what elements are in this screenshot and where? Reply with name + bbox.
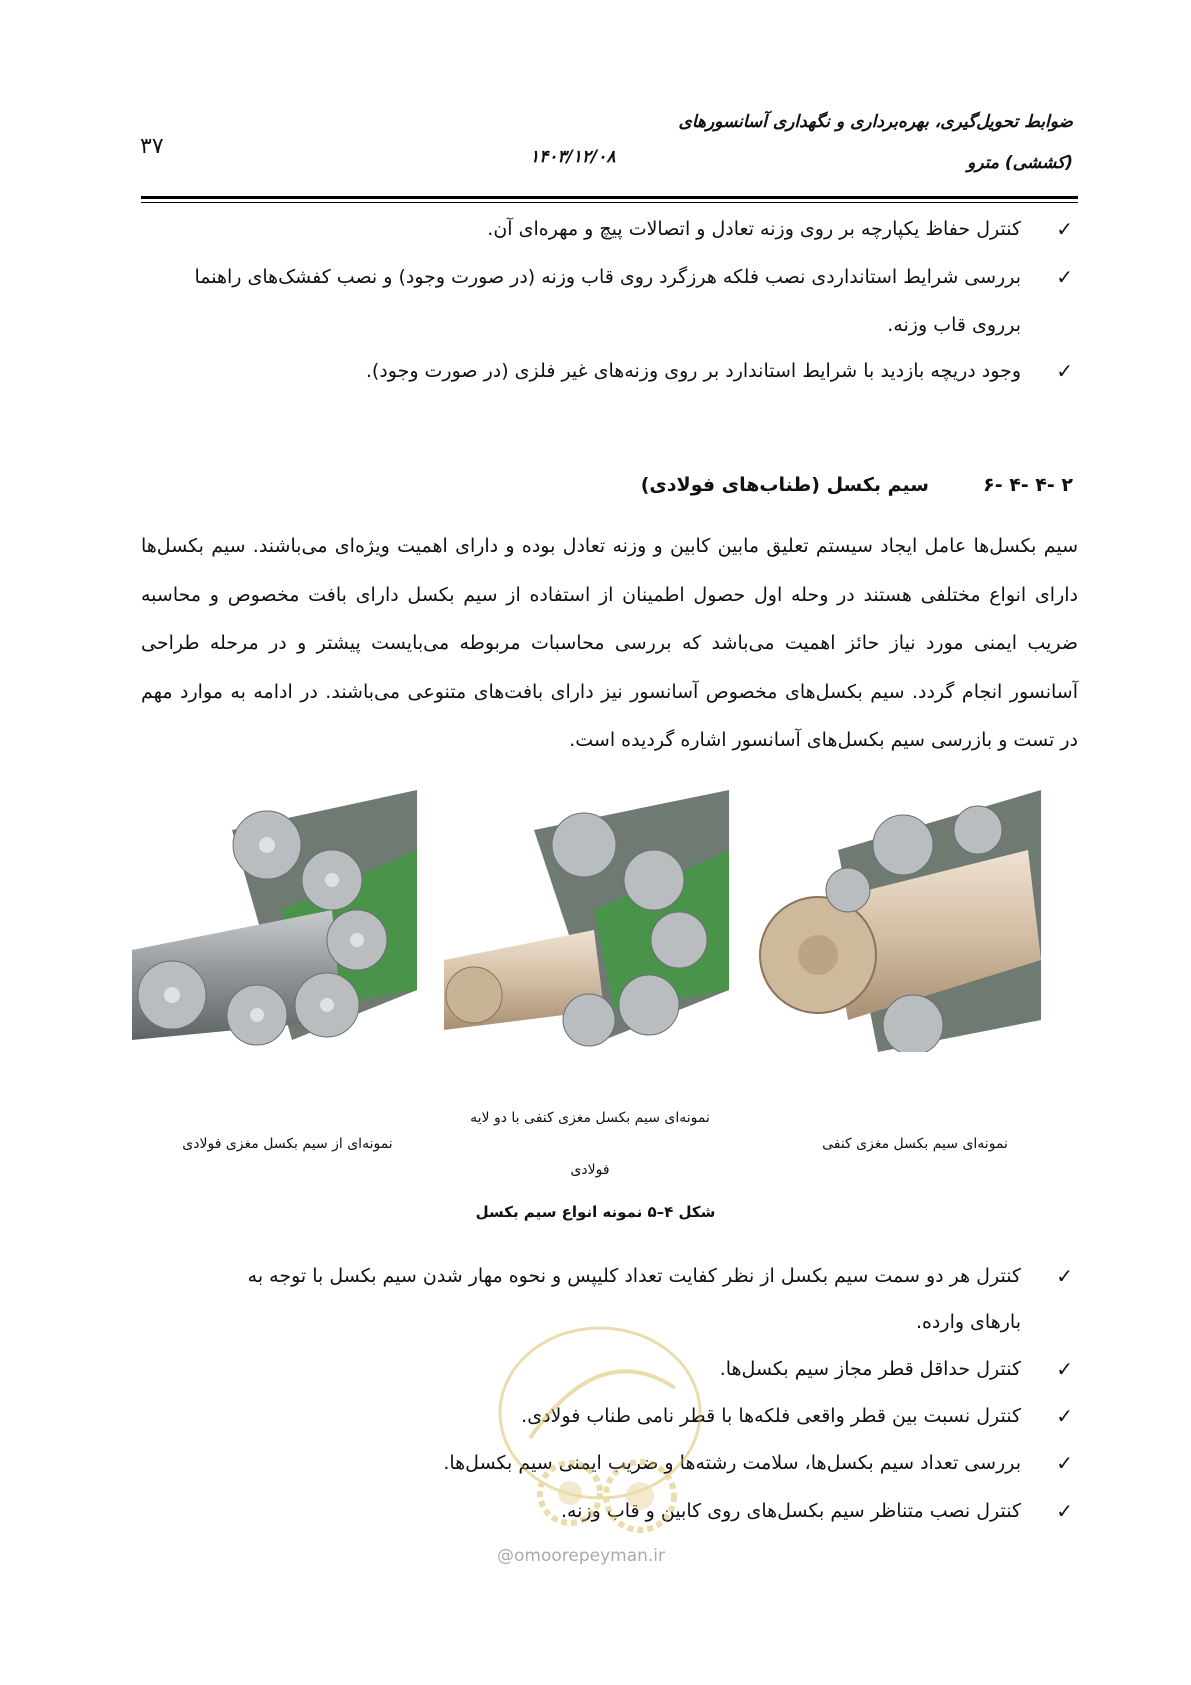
check-icon: ✓ xyxy=(1056,1357,1073,1381)
header-rule xyxy=(141,196,1078,199)
checklist-item: کنترل هر دو سمت سیم بکسل از نظر کفایت تعداد کلیپس و نحوه مهار شدن سیم بکسل با توجه به xyxy=(247,1265,1021,1287)
figure-caption-steel-core: نمونه‌ای از سیم بکسل مغزی فولادی xyxy=(182,1136,393,1152)
figure-hemp-core-two-layer-rope xyxy=(444,790,729,1052)
checklist-item: کنترل حداقل قطر مجاز سیم بکسل‌ها. xyxy=(719,1358,1021,1380)
watermark-text: @omoorepeyman.ir xyxy=(497,1546,666,1566)
caption-line-1: نمونه‌ای سیم بکسل مغزی کنفی با دو لایه xyxy=(470,1110,710,1126)
hemp-core-two-layer-rope-illustration xyxy=(444,790,729,1052)
header-rule-thin xyxy=(141,202,1078,203)
check-icon: ✓ xyxy=(1056,1264,1073,1288)
check-icon: ✓ xyxy=(1056,1499,1073,1523)
checklist-item: بررسی تعداد سیم بکسل‌ها، سلامت رشته‌ها و ضریب ایمنی سیم بکسل‌ها. xyxy=(443,1452,1021,1474)
steel-core-rope-illustration xyxy=(132,790,417,1052)
section-number: ۶- ۴- ۴- ۲ xyxy=(983,474,1073,496)
page-number: ۳۷ xyxy=(140,134,164,159)
section-title: سیم بکسل (طناب‌های فولادی) xyxy=(640,474,929,496)
header-subtitle: (کششی) مترو xyxy=(967,153,1073,173)
checklist-item: بررسی شرایط استانداردی نصب فلکه هرزگرد روی قاب وزنه (در صورت وجود) و نصب کفشک‌های راهنما xyxy=(194,266,1021,288)
section-paragraph: سیم بکسل‌ها عامل ایجاد سیستم تعلیق مابین کابین و وزنه تعادل بوده و دارای اهمیت ویژه‌ای می‌باشند. سیم بکسل‌ها دارای انواع مختلفی هستند در وحله اول حصول اطمینان از استفاده از سیم بکسل دارای بافت مخصوص و محاسبه ضریب ایمنی مورد نیاز حائز اهمیت می‌باشد که بررسی محاسبات مربوطه می‌بایست پیشتر و در مرحله طراحی آسانسور انجام گردد. سیم بکسل‌های مخصوص آسانسور نیز دارای بافت‌های متنوعی می‌باشند. در ادامه به موارد مهم در تست و بازرسی سیم بکسل‌های آسانسور اشاره گردیده است. xyxy=(141,535,1078,751)
checklist-item: کنترل نصب متناظر سیم بکسل‌های روی کابین و قاب وزنه. xyxy=(560,1500,1021,1522)
hemp-core-rope-illustration xyxy=(758,790,1041,1052)
check-icon: ✓ xyxy=(1056,265,1073,289)
figure-hemp-core-rope xyxy=(758,790,1041,1052)
caption-line-2: فولادی xyxy=(570,1162,610,1178)
figure-group-caption: شکل ۴–۵ نمونه انواع سیم بکسل xyxy=(475,1203,716,1221)
checklist-item: وجود دریچه بازدید با شرایط استاندارد بر روی وزنه‌های غیر فلزی (در صورت وجود). xyxy=(365,360,1021,382)
check-icon: ✓ xyxy=(1056,1451,1073,1475)
checklist-item: کنترل حفاظ یکپارچه بر روی وزنه تعادل و اتصالات پیچ و مهره‌ای آن. xyxy=(487,218,1021,240)
figure-steel-core-rope xyxy=(132,790,417,1052)
checklist-item-continued: بارهای وارده. xyxy=(915,1311,1021,1333)
watermark-logo xyxy=(490,1318,710,1558)
check-icon: ✓ xyxy=(1056,359,1073,383)
header-title: ضوابط تحویل‌گیری، بهره‌برداری و نگهداری آسانسورهای xyxy=(678,112,1073,132)
check-icon: ✓ xyxy=(1056,217,1073,241)
header-date: ۱۴۰۳/۱۲/۰۸ xyxy=(530,147,616,167)
checklist-item-continued: برروی قاب وزنه. xyxy=(887,314,1021,336)
figure-caption-hemp-core: نمونه‌ای سیم بکسل مغزی کنفی xyxy=(822,1136,1008,1152)
checklist-item: کنترل نسبت بین قطر واقعی فلکه‌ها با قطر نامی طناب فولادی. xyxy=(521,1405,1021,1427)
check-icon: ✓ xyxy=(1056,1404,1073,1428)
figure-caption-hemp-two-layer xyxy=(440,1092,740,1196)
